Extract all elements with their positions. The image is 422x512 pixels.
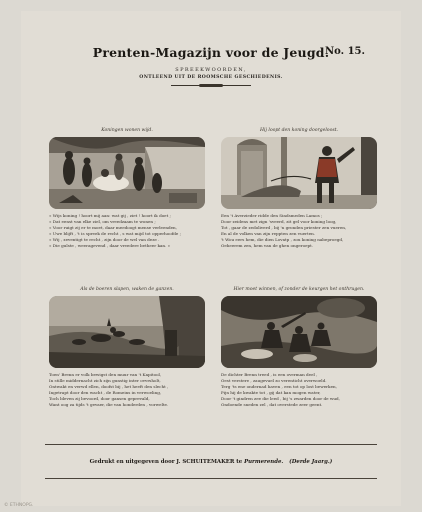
footer-rule-bottom — [45, 478, 377, 479]
verse-line: Oeheerem zen, hem van de ghen ongeroept. — [221, 243, 314, 249]
publisher-imprint — [21, 459, 401, 465]
panel-verse — [49, 213, 205, 250]
subtitle: SPREEKWOORDEN, — [175, 67, 247, 73]
watermark: © ETHNOPG. — [4, 503, 34, 508]
panel-1 — [49, 127, 205, 250]
panel-3 — [49, 286, 205, 409]
panel-caption: Hier moet winnen, of zonder de keurgen het onthrugen. — [233, 287, 365, 292]
engraving-court-scene — [49, 137, 205, 209]
panel-verse — [221, 372, 377, 409]
engraving-battle-scene — [221, 296, 377, 368]
imprint-text: Gedrukt en uitgegeven door J. SCHUITEMAKER te — [89, 459, 243, 465]
imprint-place: Purmerende. — [244, 459, 284, 465]
imprint-year: (Derde Jaarg.) — [289, 459, 333, 465]
issue-number: No. 15. — [325, 46, 365, 57]
panel-caption: Hij loopt den koning doorgeloost. — [259, 128, 338, 133]
verse-line: Toen' Brenn er volk bewigst den muur van 't Kapitool, — [49, 372, 162, 377]
verse-line: Want oog za tijds 't gevaer, die van honderden , vorwelte. — [49, 402, 169, 408]
panel-2 — [221, 127, 377, 250]
panel-4 — [221, 286, 377, 409]
verse-line: In stille middernacht zich zijn gunstig inter ovvrsholt, — [49, 378, 161, 384]
sub-subtitle: ONTLEEND UIT DE ROOMSCHE GESCHIEDENIS. — [139, 75, 283, 80]
footer-rule-top — [45, 444, 377, 445]
verse-line: « Wijs koning ! hoort mij aan: wat gij , ziet ! hoort ik doet ; — [49, 213, 171, 218]
verse-line: De dichter Brenn treed , is een overman deel , — [221, 372, 318, 377]
verse-line: « Wij , zeventigt te recht , zijn door de wel van deze . — [49, 237, 160, 243]
verse-line: Ontwakt en verwd ellen, doofst bij , het heeft den slecht , — [49, 384, 169, 390]
verse-line: 't Wou eers hem, die dien Lovatp , zou koning nabeproegd, — [221, 237, 344, 243]
verse-line: « Dat eenst van elke ziel, om vreedzaam te wonen ; — [49, 219, 156, 225]
panel-caption: Als de boeren slapen, waken de ganzen. — [80, 287, 174, 292]
panel-verse — [221, 213, 377, 250]
verse-line: « Uwe blijft , 't is spreek de recht , s wat mijd tot opperhoofde ; — [49, 231, 181, 237]
print-sheet — [21, 11, 401, 506]
verse-line: Tot , gaar de zedoliverd , bij 'n gronden priester zen vueren, — [221, 225, 347, 231]
panel-verse — [49, 372, 205, 409]
verse-line: Toch bleven zij bevoord, door gansen geprevald, — [49, 396, 150, 402]
verse-line: « Voor ruigt zij er te moet, daar meedoogt mense verleenden, — [49, 225, 177, 231]
verse-line: Ingetrapt door den wacht , de Romeins in verwoeling, — [49, 390, 162, 396]
verse-line: En al de volken van zijn reppten zen vuerten. — [221, 231, 316, 237]
verse-line: Ondoende sneden zel , dat overstede zeer geent. — [221, 402, 323, 408]
engraving-capitol-night-scene — [49, 296, 205, 368]
verse-line: Oest verstere , zaugevuel zo verenticht overwoeld. — [221, 378, 327, 384]
verse-line: Een 't Averzieder ridde den Sindsmeden Lamos ; — [221, 213, 323, 218]
verse-line: Door zeidens met zign 'sveerd, zit gel voor koning loog, — [221, 219, 337, 225]
header — [21, 45, 401, 67]
verse-line: Terg 'ts ene ondernad haven , een tot op lost bewerken, — [221, 384, 337, 390]
panel-caption: Koningen wonen wijd. — [101, 128, 153, 133]
page-title: Prenten-Magazijn voor de Jeugd. — [92, 45, 330, 60]
verse-line: Door 't gindren zee die leed , bij 's zwarden door de wud, — [221, 396, 340, 402]
engraving-warrior-scene — [221, 137, 377, 209]
verse-line: « Die gulste , weeragevend , daar vreedere betheer kan. » — [49, 243, 171, 249]
verse-line: Pijn hij de kwakte tot , gij dat kan mogen water, — [221, 390, 321, 396]
ornamental-rule — [171, 85, 251, 86]
